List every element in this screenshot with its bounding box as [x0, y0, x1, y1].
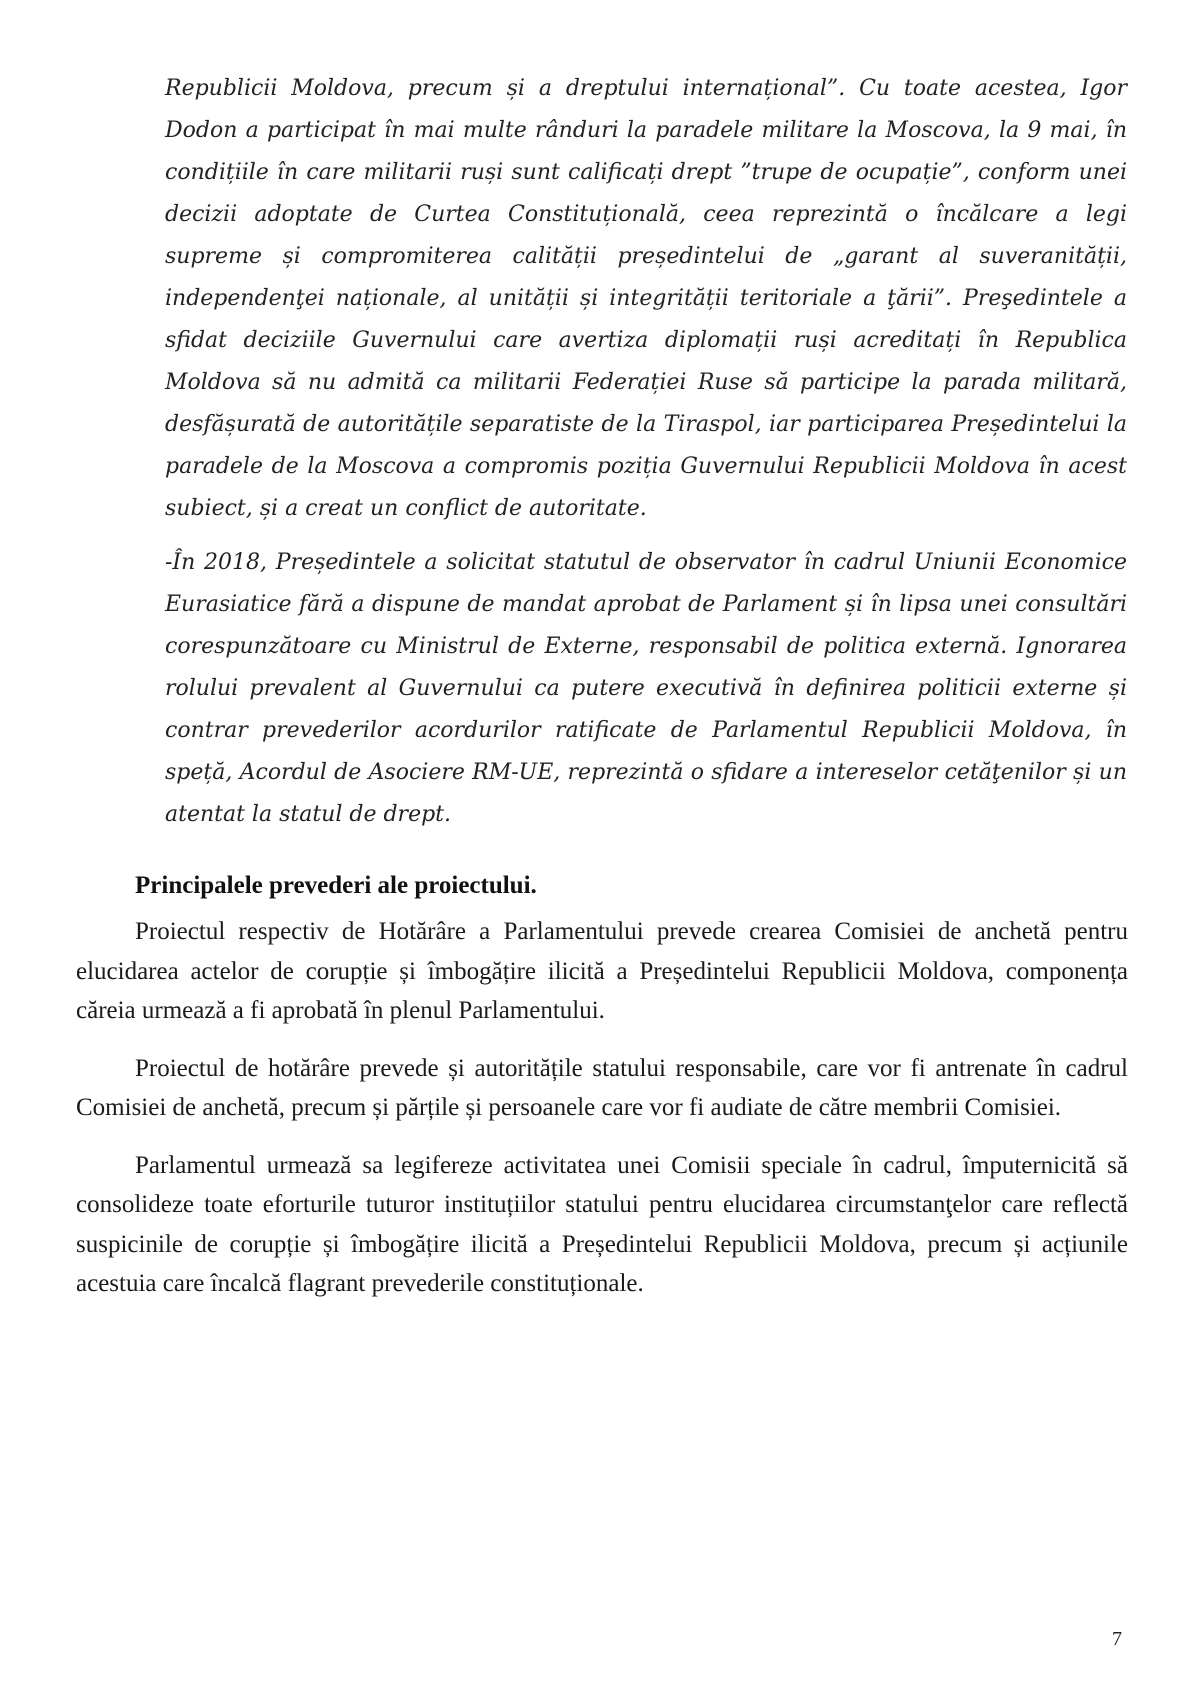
page-number: 7: [1112, 1628, 1122, 1650]
body-text-block: [76, 912, 1128, 1322]
body-paragraph: Parlamentul urmează sa legifereze activitatea unei Comisii speciale în cadrul, împuternicită să consolideze toate eforturile tuturor instituțiilor statului pentru elucidarea circumstanţelor care reflectă suspicinile de corupție și îmbogățire ilicită a Președintelui Republicii Moldova, precum și acțiunile acestuia care încalcă flagrant prevederile constituționale.: [76, 1151, 1128, 1297]
quoted-text-block: [165, 68, 1127, 836]
section-heading: Principalele prevederi ale proiectului.: [135, 872, 537, 899]
body-paragraph: Proiectul de hotărâre prevede și autoritățile statului responsabile, care vor fi antrenate în cadrul Comisiei de anchetă, precum și părțile și persoanele care vor fi audiate de către membrii Comisiei.: [76, 1054, 1128, 1121]
quoted-paragraph: Republicii Moldova, precum și a dreptului internațional”. Cu toate acestea, Igor Dodon a participat în mai multe rânduri la paradele militare la Moscova, la 9 mai, în condițiile în care militarii ruși sunt calificați drept ”trupe de ocupație”, conform unei decizii adoptate de Curtea Constituțională, ceea reprezintă o încălcare a legi supreme și compromiterea calității președintelui de „garant al suveranității, independenţei naționale, al unității și integrității teritoriale a ţării”. Preşedintele a sfidat deciziile Guvernului care avertiza diplomații ruși acreditați în Republica Moldova să nu admită ca militarii Federației Ruse să participe la parada militară, desfășurată de autoritățile separatiste de la Tiraspol, iar participarea Președintelui la paradele de la Moscova a compromis poziția Guvernului Republicii Moldova în acest subiect, și a creat un conflict de autoritate.: [165, 76, 1127, 521]
body-paragraph: Proiectul respectiv de Hotărâre a Parlamentului prevede crearea Comisiei de anchetă pentru elucidarea actelor de corupție și îmbogățire ilicită a Președintelui Republicii Moldova, componența căreia urmează a fi aprobată în plenul Parlamentului.: [76, 918, 1128, 1024]
quoted-paragraph: -În 2018, Președintele a solicitat statutul de observator în cadrul Uniunii Economice Eurasiatice fără a dispune de mandat aprobat de Parlament și în lipsa unei consultări corespunzătoare cu Ministrul de Externe, responsabil de politica externă. Ignorarea rolului prevalent al Guvernului ca putere executivă în definirea politicii externe și contrar prevederilor acordurilor ratificate de Parlamentul Republicii Moldova, în speță, Acordul de Asociere RM-UE, reprezintă o sfidare a intereselor cetăţenilor și un atentat la statul de drept.: [165, 550, 1127, 827]
